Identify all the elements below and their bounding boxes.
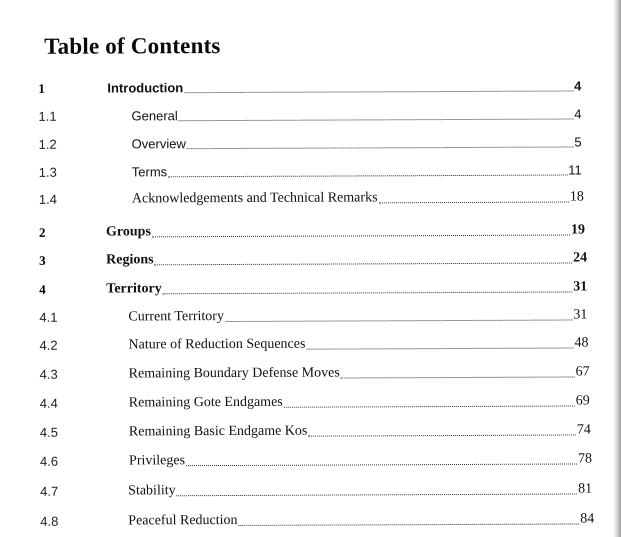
dot-leader xyxy=(186,463,577,466)
section-title: Introduction xyxy=(107,80,184,96)
toc-entry[interactable] xyxy=(2,448,621,473)
dot-leader xyxy=(155,263,573,266)
section-title: Current Territory xyxy=(128,309,224,325)
section-number: 4.1 xyxy=(39,309,58,325)
dot-leader xyxy=(152,235,570,238)
section-number: 1.4 xyxy=(38,191,57,207)
section-number: 4.6 xyxy=(39,453,59,469)
toc-entry[interactable] xyxy=(0,75,621,100)
section-number: 2 xyxy=(38,224,46,240)
section-title: Acknowledgements and Technical Remarks xyxy=(131,190,378,207)
page-title: Table of Contents xyxy=(44,33,221,59)
page-number: 48 xyxy=(574,335,589,351)
dot-leader xyxy=(184,90,573,93)
page-number: 4 xyxy=(574,78,582,94)
page-edge-shadow xyxy=(613,0,621,537)
section-title: Nature of Reduction Sequences xyxy=(128,336,306,353)
section-title: Remaining Gote Endgames xyxy=(128,394,283,411)
page-number: 5 xyxy=(574,134,582,150)
section-title: Terms xyxy=(131,164,168,180)
toc-entry[interactable] xyxy=(1,131,621,156)
section-number: 1 xyxy=(38,80,45,96)
page-number: 69 xyxy=(575,393,590,409)
page-number: 31 xyxy=(573,279,588,295)
section-title: Peaceful Reduction xyxy=(128,512,238,529)
toc-entry[interactable] xyxy=(1,332,621,357)
section-number: 4.5 xyxy=(39,424,58,440)
toc-entry[interactable] xyxy=(2,508,621,533)
section-title: Stability xyxy=(128,483,176,499)
page-number: 74 xyxy=(576,422,591,438)
toc-entry[interactable] xyxy=(1,186,621,211)
section-title: Regions xyxy=(106,252,154,268)
section-title: Remaining Boundary Defense Moves xyxy=(128,365,340,382)
section-number: 4.4 xyxy=(39,395,58,411)
page-number: 84 xyxy=(580,511,595,527)
page-number: 81 xyxy=(578,481,593,497)
page-number: 11 xyxy=(568,162,582,178)
dot-leader xyxy=(179,118,574,121)
dot-leader xyxy=(168,175,567,178)
dot-leader xyxy=(306,348,573,350)
section-title: General xyxy=(131,108,178,124)
dot-leader xyxy=(225,320,572,323)
section-number: 1.3 xyxy=(38,164,57,180)
dot-leader xyxy=(239,523,580,525)
toc-entry[interactable] xyxy=(2,478,621,503)
toc-entry[interactable] xyxy=(2,419,621,444)
section-number: 4 xyxy=(39,281,46,297)
page-number: 18 xyxy=(569,189,584,205)
section-number: 4.7 xyxy=(40,483,59,499)
section-number: 3 xyxy=(39,252,46,268)
section-title: Overview xyxy=(131,136,186,152)
section-title: Groups xyxy=(105,224,151,240)
toc-entry[interactable] xyxy=(2,361,621,386)
section-title: Remaining Basic Endgame Kos xyxy=(128,423,308,440)
dot-leader xyxy=(163,292,573,295)
section-number: 4.2 xyxy=(39,337,58,353)
toc-entry[interactable] xyxy=(1,159,621,184)
section-title: Privileges xyxy=(128,453,186,469)
toc-entry[interactable] xyxy=(1,304,621,329)
toc-entry[interactable] xyxy=(1,219,621,244)
page-number: 19 xyxy=(570,222,586,238)
section-number: 1.1 xyxy=(38,108,57,124)
section-title: Territory xyxy=(106,281,162,297)
page-number: 4 xyxy=(574,106,582,122)
page-number: 31 xyxy=(573,307,588,323)
dot-leader xyxy=(177,493,578,496)
page-number: 78 xyxy=(577,451,593,467)
dot-leader xyxy=(187,146,574,149)
page-number: 24 xyxy=(573,250,588,266)
section-number: 1.2 xyxy=(38,136,57,152)
toc-entry[interactable] xyxy=(1,276,621,301)
toc-entry[interactable] xyxy=(1,247,621,272)
toc-entry[interactable] xyxy=(0,103,621,128)
dot-leader xyxy=(308,434,576,436)
toc-entry[interactable] xyxy=(2,390,621,415)
dot-leader xyxy=(379,202,569,204)
dot-leader xyxy=(341,376,575,378)
section-number: 4.3 xyxy=(39,366,58,382)
section-number: 4.8 xyxy=(40,513,59,529)
dot-leader xyxy=(284,405,575,407)
page-number: 67 xyxy=(575,364,590,380)
